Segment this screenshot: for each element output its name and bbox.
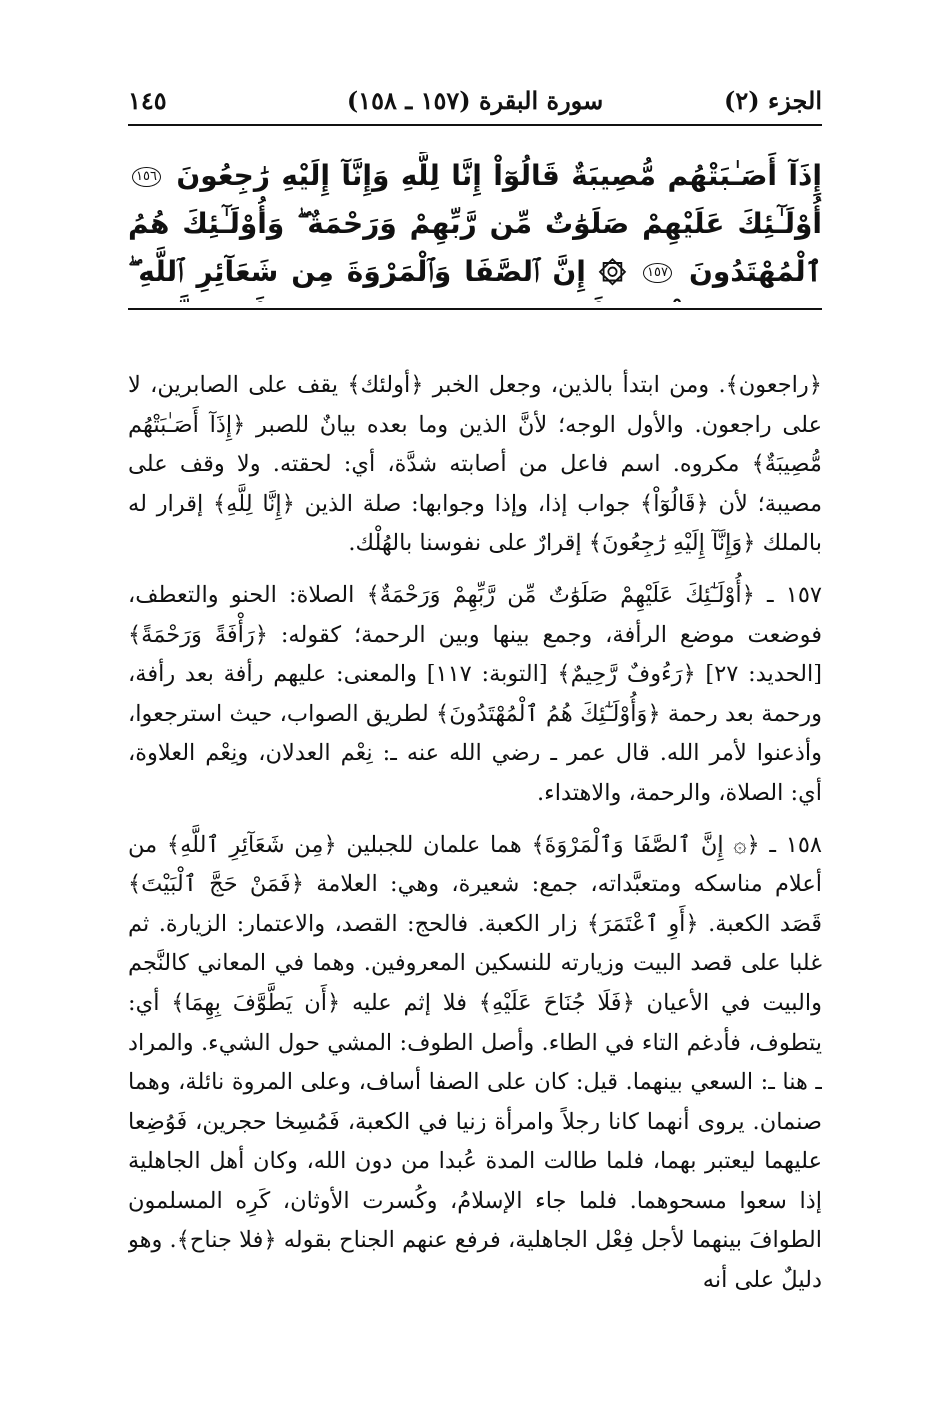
separator-line	[128, 308, 822, 310]
verse-end-marker-156: ١٥٦	[132, 167, 161, 187]
commentary-body	[128, 366, 822, 1366]
verse-text: أُوْلَـٰٓئِكَ عَلَيْهِمْ صَلَوَٰتٌ مِّن رَّبِّهِمْ وَرَحْمَةٌ ۖ وَأُوْلَـٰٓئِكَ هُمُ ٱلْمُهْتَدُونَ	[128, 207, 822, 288]
verse-text: إِذَآ أَصَـٰبَتْهُم مُّصِيبَةٌ قَالُوٓاْ إِنَّا لِلَّهِ وَإِنَّآ إِلَيْهِ رَٰجِعُونَ	[176, 159, 822, 192]
surah-title: سورة البقرة (١٥٧ ـ ١٥٨)	[346, 86, 604, 115]
juz-label: الجزء (٢)	[724, 86, 822, 115]
commentary-paragraph: ﴿راجعون﴾. ومن ابتدأ بالذين، وجعل الخبر ﴿أولئك﴾ يقف على الصابرين، لا على راجعون. والأول الوجه؛ لأنَّ الذين وما بعده بيانٌ للصبر ﴿إِذَآ أَصَـٰبَتْهُم مُّصِيبَةٌ﴾ مكروه. اسم فاعل من أصابته شدَّة، أي: لحقته. ولا وقف على مصيبة؛ لأن ﴿قَالُوٓاْ﴾ جواب إذا، وإذا وجوابها: صلة الذين ﴿إِنَّا لِلَّهِ﴾ إقرار له بالملك ﴿وَإِنَّآ إِلَيْهِ رَٰجِعُونَ﴾ إقرارٌ على نفوسنا بالهُلْك.	[128, 372, 822, 557]
page-number: ١٤٥	[128, 86, 167, 115]
commentary-paragraph-157: ١٥٧ ـ ﴿أُوْلَـٰٓئِكَ عَلَيْهِمْ صَلَوَٰتٌ مِّن رَّبِّهِمْ وَرَحْمَةٌ﴾ الصلاة: الحنو والتعطف، فوضعت موضع الرأفة، وجمع بينها وبين الرحمة؛ كقوله: ﴿رَأْفَةً وَرَحْمَةً﴾ [الحديد: ٢٧] ﴿رَءُوفٌ رَّحِيمٌ﴾ [التوبة: ١١٧] والمعنى: عليهم رأفة بعد رأفة، ورحمة بعد رحمة ﴿وَأُوْلَـٰٓئِكَ هُمُ ٱلْمُهْتَدُونَ﴾ لطريق الصواب، حيث استرجعوا، وأذعنوا لأمر الله. قال عمر ـ رضي الله عنه ـ: نِعْم العدلان، ونِعْم العلاوة، أي: الصلاة، والرحمة، والاهتداء.	[128, 581, 822, 806]
page-header	[128, 82, 822, 126]
quran-verses-block	[128, 152, 822, 302]
verse-text: ۞ إِنَّ ٱلصَّفَا وَٱلْمَرْوَةَ مِن شَعَآئِرِ ٱللَّهِ ۖ	[128, 255, 627, 288]
verse-end-marker-157: ١٥٧	[643, 263, 672, 283]
commentary-paragraph-158: ١٥٨ ـ ﴿۞ إِنَّ ٱلصَّفَا وَٱلْمَرْوَةَ﴾ هما علمان للجبلين ﴿مِن شَعَآئِرِ ٱللَّهِ﴾ من أعلام مناسكه ومتعبَّداته، جمع: شعيرة، وهي: العلامة ﴿فَمَنْ حَجَّ ٱلْبَيْتَ﴾ قَصَد الكعبة. ﴿أَوِ ٱعْتَمَرَ﴾ زار الكعبة. فالحج: القصد، والاعتمار: الزيارة. ثم غلبا على قصد البيت وزيارته للنسكين المعروفين. وهما في المعاني كالنَّجم والبيت في الأعيان ﴿فَلَا جُنَاحَ عَلَيْهِ﴾ فلا إثم عليه ﴿أَن يَطَّوَّفَ بِهِمَا﴾ أي: يتطوف، فأدغم التاء في الطاء. وأصل الطوف: المشي حول الشيء. والمراد ـ هنا ـ: السعي بينهما. قيل: كان على الصفا أساف، وعلى المروة نائلة، وهما صنمان. يروى أنهما كانا رجلاً وامرأة زنيا في الكعبة، فَمُسِخا حجرين، فَوُضِعا عليهما ليعتبر بهما، فلما طالت المدة عُبدا من دون الله، وكان أهل الجاهلية إذا سعوا مسحوهما. فلما جاء الإسلامُ، وكُسرت الأوثان، كَرِه المسلمون الطوافَ بينهما لأجل فِعْل الجاهلية، فرفع عنهم الجناح بقوله ﴿فلا جناح﴾. وهو دليلٌ على أنه	[128, 831, 822, 1294]
